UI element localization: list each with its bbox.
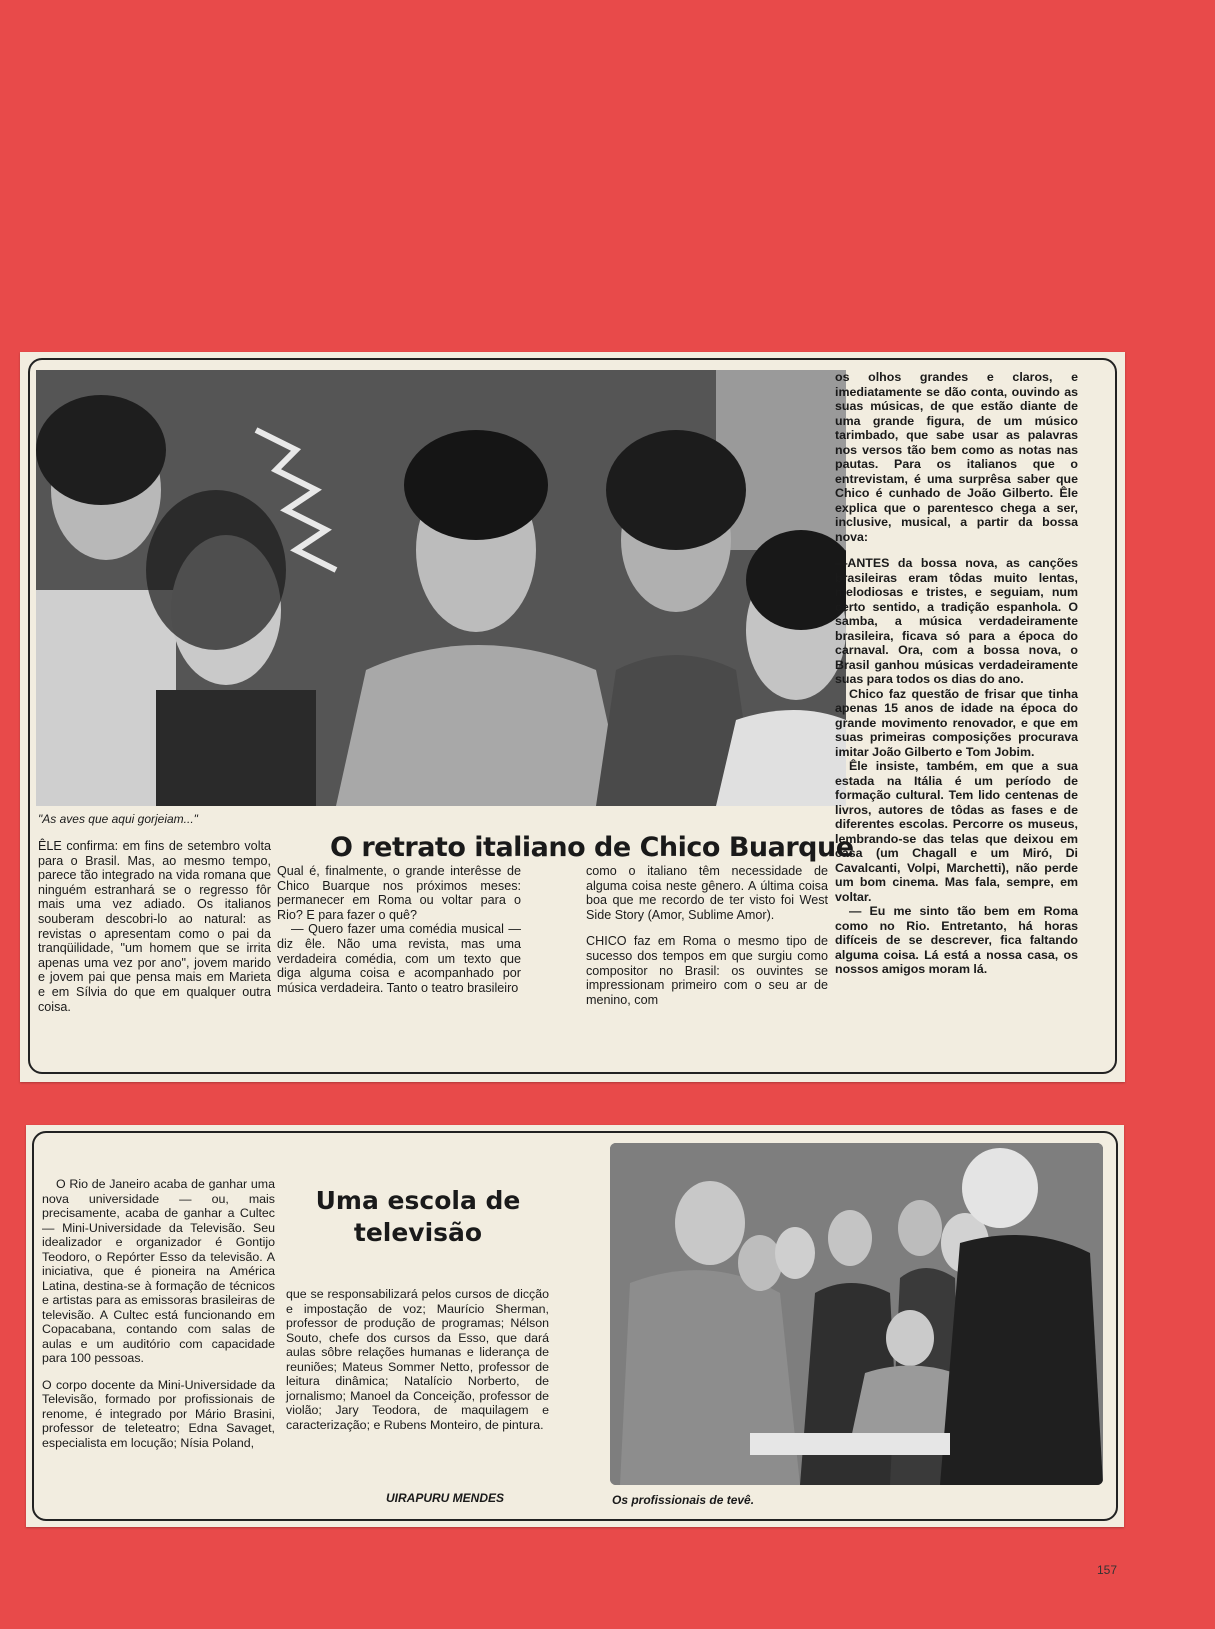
article-chico-right-p5: — Eu me sinto tão bem em Roma como no Rio. Entretanto, há horas difíceis de se descrever, fica faltando alguma coisa. Lá está a nossa casa, os nossos amigos moram lá. (835, 904, 1078, 976)
chico-group-photo (36, 370, 846, 806)
article-tv-col1-p1: O Rio de Janeiro acaba de ganhar uma nova universidade — ou, mais precisamente, acaba de ganhar a Cultec — Mini-Universidade da Televisão. Seu idealizador e organizador é Gontijo Teodoro, o Repórter Esso da televisão. A iniciativa, que é pioneira na América Latina, destina-se à formação de técnicos e artistas para as emissoras brasileiras de televisão. A Cultec está funcionando em Copacabana, contando com salas de aulas e um auditório com capacidade para 100 pessoas. (42, 1177, 275, 1365)
article-tv-col2 (286, 1287, 549, 1432)
article-chico-col2 (277, 864, 521, 995)
article-chico-col3-p1: como o italiano têm necessidade de alguma coisa neste gênero. A última coisa boa que me recordo de ter visto foi West Side Story (Amor, Sublime Amor). (586, 864, 828, 922)
article-chico-headline: O retrato italiano de Chico Buarque (330, 832, 854, 863)
tv-photo-caption: Os profissionais de tevê. (612, 1493, 755, 1507)
chico-photo-caption: "As aves que aqui gorjeiam..." (38, 812, 198, 826)
article-tv-col2-text: que se responsabilizará pelos cursos de dicção e impostação de voz; Maurício Sherman, professor de produção de programas; Nélson Souto, chefe dos cursos da Esso, que dará aulas sôbre relações humanas e liderança de reuniões; Mateus Sommer Netto, professor de leitura dinâmica; Natalício Norberto, de jornalismo; Manoel da Conceição, professor de violão; Jary Teodora, de maquilagem e caracterização; e Rubens Monteiro, de pintura. (286, 1287, 549, 1432)
article-chico-right-p2: —ANTES da bossa nova, as canções brasileiras eram tôdas muito lentas, melodiosas e tristes, e seguiam, num certo sentido, a tradição espanhola. O samba, a música verdadeiramente brasileira, ficava só para a época do carnaval. Ora, com a bossa nova, o Brasil ganhou músicas verdadeiramente suas para todos os dias do ano. (835, 556, 1078, 686)
article-chico-right-p1: os olhos grandes e claros, e imediatamente se dão conta, ouvindo as suas músicas, de que estão diante de uma grande figura, de um músico tarimbado, que sabe usar as palavras nos versos tão bem como as notas nas pautas. Para os italianos que o entrevistam, é uma surprêsa saber que Chico é cunhado de João Gilberto. Êle explica que o parentesco chega a ser, inclusive, musical, a partir da bossa nova: (835, 370, 1078, 544)
article-tv-headline (288, 1185, 548, 1249)
article-tv-col1-p2: O corpo docente da Mini-Universidade da Televisão, formado por profissionais de renome, é integrado por Mário Brasini, professor de teleteatro; Edna Savaget, especialista em locução; Nísia Poland, (42, 1377, 275, 1450)
tv-photo-figures (610, 1143, 1103, 1485)
article-tv-school-clipping (26, 1125, 1124, 1527)
article-chico-clipping (20, 352, 1125, 1082)
chico-photo-figures (36, 370, 846, 806)
article-chico-col1-text: ÊLE confirma: em fins de setembro volta para o Brasil. Mas, ao mesmo tempo, parece tão integrado na vida romana que ninguém estranhará se o regresso fôr mais uma vez adiado. Os italianos souberam descobri-lo ao natural: as revistas o apresentam como o pai da tranqüilidade, "um homem que se irrita apenas uma vez por ano", jovem marido e jovem pai que pensa mais em Marieta e em Sílvia do que em qualquer outra coisa. (38, 839, 271, 1014)
article-tv-headline-line1: Uma escola de (315, 1186, 521, 1215)
article-chico-col2-p2: — Quero fazer uma comédia musical — diz êle. Não uma revista, mas uma verdadeira comédia, com um texto que diga alguma coisa e acompanhado por música verdadeira. Tanto o teatro brasileiro (277, 922, 521, 995)
tv-professionals-photo (610, 1143, 1103, 1485)
page-number: 157 (1096, 1563, 1117, 1577)
article-chico-right-p3: Chico faz questão de frisar que tinha apenas 15 anos de idade na época do grande movimento renovador, e que em suas primeiras composições procurava imitar João Gilberto e Tom Jobim. (835, 686, 1078, 759)
article-tv-byline: UIRAPURU MENDES (386, 1491, 505, 1505)
article-chico-col1 (38, 839, 271, 1014)
article-chico-right-col (835, 370, 1078, 977)
article-chico-col3-p2: CHICO faz em Roma o mesmo tipo de sucesso dos tempos em que surgiu como compositor no Brasil: os ouvintes se impressionam primeiro com o seu ar de menino, com (586, 934, 828, 1007)
article-chico-right-p4: Êle insiste, também, em que a sua estada na Itália é um período de formação cultural. Tem lido centenas de livros, autores de tôdas as fases e de diferentes escolas. Percorre os museus, lembrando-se das telas que deixou em casa (um Chagall e um Miró, Di Cavalcanti, Volpi, Marchetti), não perde um bom cinema. Mas fala, sempre, em voltar. (835, 759, 1078, 904)
article-tv-headline-line2: televisão (353, 1218, 483, 1247)
article-chico-col2-p1: Qual é, finalmente, o grande interêsse de Chico Buarque nos próximos meses: permanecer em Roma ou voltar para o Rio? E para fazer o quê? (277, 864, 521, 922)
article-chico-col3 (586, 864, 828, 1007)
article-tv-col1 (42, 1177, 275, 1450)
